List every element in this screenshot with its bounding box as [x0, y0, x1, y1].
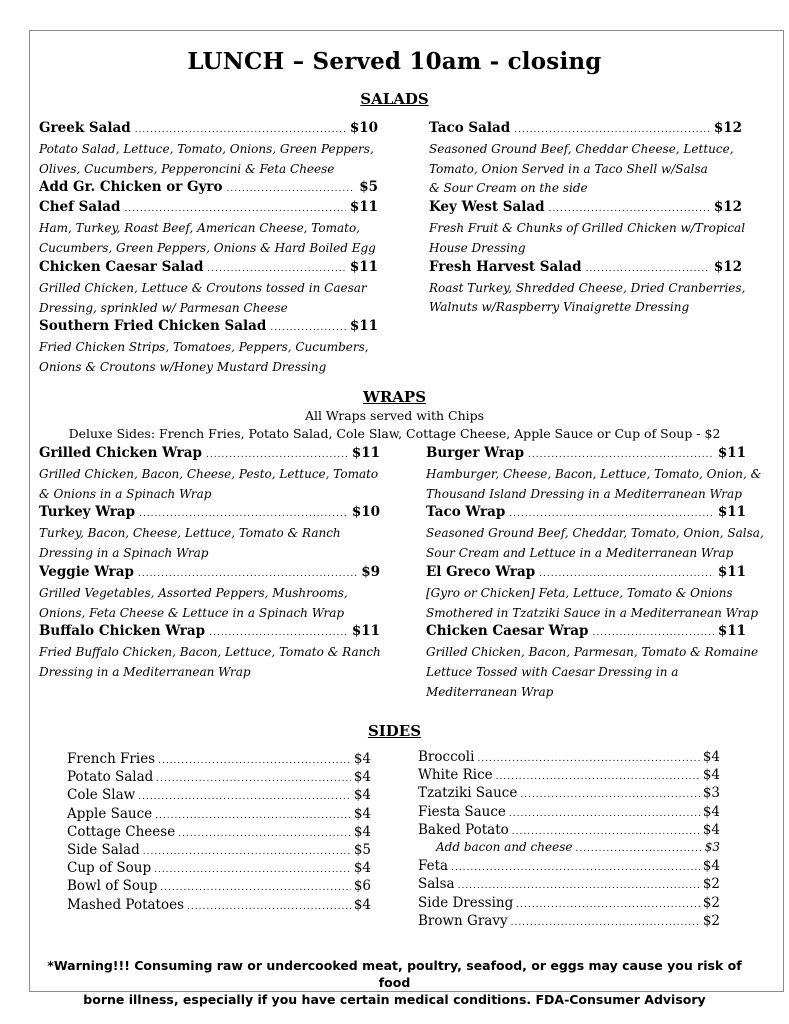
side-name: Cole Slaw	[67, 787, 136, 804]
item-name: Taco Salad	[429, 120, 511, 136]
item-name: Buffalo Chicken Wrap	[39, 623, 206, 640]
side-name: Mashed Potatoes	[67, 896, 185, 913]
side-item	[418, 876, 720, 894]
side-price: $3	[702, 785, 720, 802]
wraps-heading: WRAPS	[362, 388, 427, 406]
item-name: Grilled Chicken Wrap	[39, 445, 202, 461]
item-name: Chef Salad	[39, 199, 121, 216]
item-price: $11	[717, 623, 746, 640]
description-line: Roast Turkey, Shredded Cheese, Dried Cranberries,	[429, 280, 746, 295]
item-price: $5	[359, 179, 378, 196]
side-price: $2	[702, 876, 720, 893]
side-item	[67, 806, 371, 824]
item-name: Turkey Wrap	[39, 504, 136, 521]
side-item	[436, 840, 720, 858]
side-price: $4	[353, 751, 371, 767]
item-price: $11	[717, 504, 746, 521]
side-price: $6	[353, 878, 371, 895]
item-name: Taco Wrap	[426, 504, 506, 521]
side-item	[418, 858, 720, 876]
dot-leader	[178, 829, 351, 839]
side-item	[67, 824, 371, 842]
side-name: Cottage Cheese	[67, 823, 176, 840]
item-description	[39, 524, 400, 563]
side-name: Baked Potato	[418, 821, 509, 838]
dot-leader	[509, 809, 700, 819]
description-line: Mediterranean Wrap	[426, 684, 554, 699]
menu-item	[39, 318, 378, 337]
item-description	[429, 279, 762, 318]
side-price: $4	[353, 769, 371, 786]
wraps-note: All Wraps served with Chips	[304, 408, 485, 423]
dot-leader	[138, 569, 357, 579]
menu-item	[39, 179, 378, 198]
side-item	[418, 913, 720, 931]
side-item	[418, 749, 720, 767]
side-item	[67, 878, 371, 896]
dot-leader	[156, 774, 351, 784]
side-name: Side Dressing	[418, 894, 514, 911]
description-line: Olives, Cucumbers, Pepperoncini & Feta Cheese	[39, 161, 335, 176]
menu-title: LUNCH – Served 10am - closing	[187, 48, 602, 75]
dot-leader	[270, 323, 345, 333]
item-description	[39, 279, 398, 318]
dot-leader	[512, 827, 700, 837]
description-line: Grilled Chicken, Bacon, Cheese, Pesto, Lettuce, Tomato	[39, 467, 379, 481]
item-price: $11	[351, 623, 380, 640]
item-price: $12	[713, 199, 742, 216]
dot-leader	[139, 509, 348, 519]
dot-leader	[206, 450, 348, 460]
side-name: Add bacon and cheese	[436, 840, 573, 854]
item-description	[39, 338, 398, 377]
menu-item	[39, 445, 380, 464]
description-line: Fried Buffalo Chicken, Bacon, Lettuce, Tomato & Ranch	[39, 645, 381, 660]
dot-leader	[135, 125, 346, 135]
dot-leader	[160, 883, 350, 893]
menu-item	[39, 259, 378, 278]
side-price: $5	[353, 842, 371, 858]
side-name: Bowl of Soup	[67, 878, 158, 895]
dot-leader	[124, 204, 345, 214]
dot-leader	[511, 918, 700, 928]
description-line: Onions, Feta Cheese & Lettuce in a Spinach Wrap	[39, 605, 345, 620]
side-name: Salsa	[418, 876, 455, 893]
side-item	[67, 860, 371, 878]
description-line: Dressing in a Spinach Wrap	[39, 546, 209, 561]
side-price: $4	[702, 858, 720, 875]
item-name: Burger Wrap	[426, 445, 525, 461]
description-line: Lettuce Tossed with Caesar Dressing in a	[426, 664, 679, 679]
dot-leader	[496, 772, 700, 782]
description-line: [Gyro or Chicken] Feta, Lettuce, Tomato & Onions	[426, 585, 733, 600]
side-item	[67, 769, 371, 787]
side-name: Side Salad	[67, 842, 140, 858]
menu-item	[39, 623, 380, 642]
description-line: Grilled Vegetables, Assorted Peppers, Mushrooms,	[39, 585, 348, 600]
dot-leader	[154, 865, 351, 875]
menu-item	[39, 120, 378, 139]
side-name: Cup of Soup	[67, 860, 152, 877]
side-item	[67, 787, 371, 805]
side-item	[418, 895, 720, 913]
menu-item	[426, 623, 746, 642]
description-line: Smothered in Tzatziki Sauce in a Mediterranean Wrap	[426, 605, 759, 620]
dot-leader	[207, 264, 345, 274]
side-price: $4	[353, 787, 371, 804]
description-line: Onions & Croutons w/Honey Mustard Dressing	[39, 359, 327, 374]
dot-leader	[143, 847, 351, 857]
menu-item	[429, 199, 742, 218]
item-price: $9	[361, 563, 380, 580]
salads-heading: SALADS	[360, 90, 429, 108]
item-description	[429, 140, 762, 199]
menu-item	[426, 564, 746, 583]
dot-leader	[158, 756, 351, 766]
menu-item	[39, 199, 378, 218]
side-price: $4	[702, 767, 720, 784]
side-price: $2	[702, 894, 720, 911]
item-description	[39, 140, 398, 179]
side-item	[418, 804, 720, 822]
food-safety-warning	[40, 957, 749, 1008]
side-name: Brown Gravy	[418, 912, 508, 929]
dot-leader	[592, 628, 713, 638]
dot-leader	[451, 863, 700, 873]
item-description	[426, 465, 766, 504]
warning-line-1: *Warning!!! Consuming raw or undercooked meat, poultry, seafood, or eggs may cause you risk of food	[47, 958, 742, 990]
description-line: Dressing, sprinkled w/ Parmesan Cheese	[39, 300, 288, 315]
description-line: Sour Cream and Lettuce in a Mediterranean Wrap	[426, 546, 734, 561]
dot-leader	[528, 450, 714, 460]
item-price: $11	[349, 199, 378, 216]
description-line: Seasoned Ground Beef, Cheddar Cheese, Lettuce,	[429, 142, 734, 156]
menu-item	[39, 504, 380, 523]
description-line: Turkey, Bacon, Cheese, Lettuce, Tomato & Ranch	[39, 526, 341, 541]
side-name: Apple Sauce	[67, 805, 153, 822]
description-line: House Dressing	[429, 240, 526, 255]
side-price: $4	[702, 803, 720, 820]
description-line: Seasoned Ground Beef, Cheddar, Tomato, Onion, Salsa,	[426, 526, 764, 541]
item-description	[39, 465, 400, 504]
side-price: $3	[704, 840, 720, 854]
dot-leader	[477, 754, 699, 764]
item-price: $10	[351, 504, 380, 521]
menu-item	[429, 259, 742, 278]
description-line: Fried Chicken Strips, Tomatoes, Peppers, Cucumbers,	[39, 340, 369, 355]
description-line: Thousand Island Dressing in a Mediterranean Wrap	[426, 486, 742, 501]
item-price: $11	[349, 318, 378, 335]
description-line: Hamburger, Cheese, Bacon, Lettuce, Tomato, Onion, &	[426, 467, 762, 481]
side-item	[67, 842, 371, 860]
item-price: $12	[713, 120, 742, 136]
item-name: Greek Salad	[39, 120, 131, 136]
item-name: Southern Fried Chicken Salad	[39, 318, 267, 335]
dot-leader	[575, 844, 701, 854]
dot-leader	[155, 811, 351, 821]
dot-leader	[509, 509, 714, 519]
dot-leader	[586, 264, 710, 274]
item-description	[426, 584, 766, 623]
side-name: Tzatziki Sauce	[418, 785, 518, 802]
side-name: Potato Salad	[67, 769, 154, 786]
menu-item	[426, 504, 746, 523]
item-price: $11	[349, 258, 378, 275]
description-line: & Sour Cream on the side	[429, 181, 588, 196]
dot-leader	[458, 881, 700, 891]
dot-leader	[520, 790, 699, 800]
wraps-deluxe-sides: Deluxe Sides: French Fries, Potato Salad, Cole Slaw, Cottage Cheese, Apple Sauce or Cup of Soup - $2	[68, 426, 721, 441]
item-name: El Greco Wrap	[426, 563, 536, 580]
side-name: Fiesta Sauce	[418, 803, 506, 820]
menu-item	[39, 564, 380, 583]
side-price: $4	[353, 860, 371, 877]
description-line: Ham, Turkey, Roast Beef, American Cheese, Tomato,	[39, 221, 360, 236]
side-item	[67, 897, 371, 915]
item-name: Add Gr. Chicken or Gyro	[39, 179, 223, 196]
item-name: Chicken Caesar Wrap	[426, 623, 589, 640]
description-line: Cucumbers, Green Peppers, Onions & Hard Boiled Egg	[39, 241, 376, 256]
description-line: Grilled Chicken, Lettuce & Croutons tossed in Caesar	[39, 280, 367, 295]
side-item	[418, 785, 720, 803]
item-price: $11	[717, 563, 746, 580]
dot-leader	[539, 569, 714, 579]
item-description	[39, 643, 400, 682]
item-description	[429, 219, 762, 258]
side-item	[418, 822, 720, 840]
item-description	[426, 524, 766, 563]
item-name: Chicken Caesar Salad	[39, 258, 204, 275]
side-price: $2	[702, 912, 720, 929]
side-price: $4	[353, 896, 371, 913]
warning-line-2: borne illness, especially if you have certain medical conditions. FDA-Consumer Advisory	[83, 992, 706, 1007]
item-description	[426, 643, 766, 702]
description-line: Dressing in a Mediterranean Wrap	[39, 664, 251, 679]
description-line: Tomato, Onion Served in a Taco Shell w/Salsa	[429, 161, 708, 176]
dot-leader	[549, 204, 710, 214]
sides-heading: SIDES	[367, 722, 422, 740]
menu-item	[426, 445, 746, 464]
item-price: $11	[351, 445, 380, 461]
item-name: Veggie Wrap	[39, 563, 134, 580]
description-line: & Onions in a Spinach Wrap	[39, 486, 212, 501]
side-item	[418, 767, 720, 785]
description-line: Grilled Chicken, Bacon, Parmesan, Tomato & Romaine	[426, 645, 759, 660]
side-price: $4	[353, 805, 371, 822]
item-price: $12	[713, 258, 742, 275]
side-name: Feta	[418, 858, 449, 875]
item-description	[39, 584, 400, 623]
dot-leader	[138, 792, 351, 802]
side-name: Broccoli	[418, 749, 475, 765]
side-price: $4	[353, 823, 371, 840]
side-name: French Fries	[67, 751, 156, 767]
dot-leader	[514, 125, 710, 135]
side-price: $4	[702, 749, 720, 765]
side-price: $4	[702, 821, 720, 838]
item-name: Fresh Harvest Salad	[429, 258, 582, 275]
item-price: $10	[349, 120, 378, 136]
side-item	[67, 751, 371, 769]
dot-leader	[516, 900, 700, 910]
dot-leader	[209, 628, 348, 638]
description-line: Fresh Fruit & Chunks of Grilled Chicken w/Tropical	[429, 221, 746, 236]
menu-item	[429, 120, 742, 139]
description-line: Walnuts w/Raspberry Vinaigrette Dressing	[429, 300, 690, 315]
item-price: $11	[717, 445, 746, 461]
item-description	[39, 219, 398, 258]
dot-leader	[187, 902, 351, 912]
description-line: Potato Salad, Lettuce, Tomato, Onions, Green Peppers,	[39, 142, 374, 156]
side-name: White Rice	[418, 767, 493, 784]
item-name: Key West Salad	[429, 199, 545, 216]
dot-leader	[227, 184, 356, 194]
